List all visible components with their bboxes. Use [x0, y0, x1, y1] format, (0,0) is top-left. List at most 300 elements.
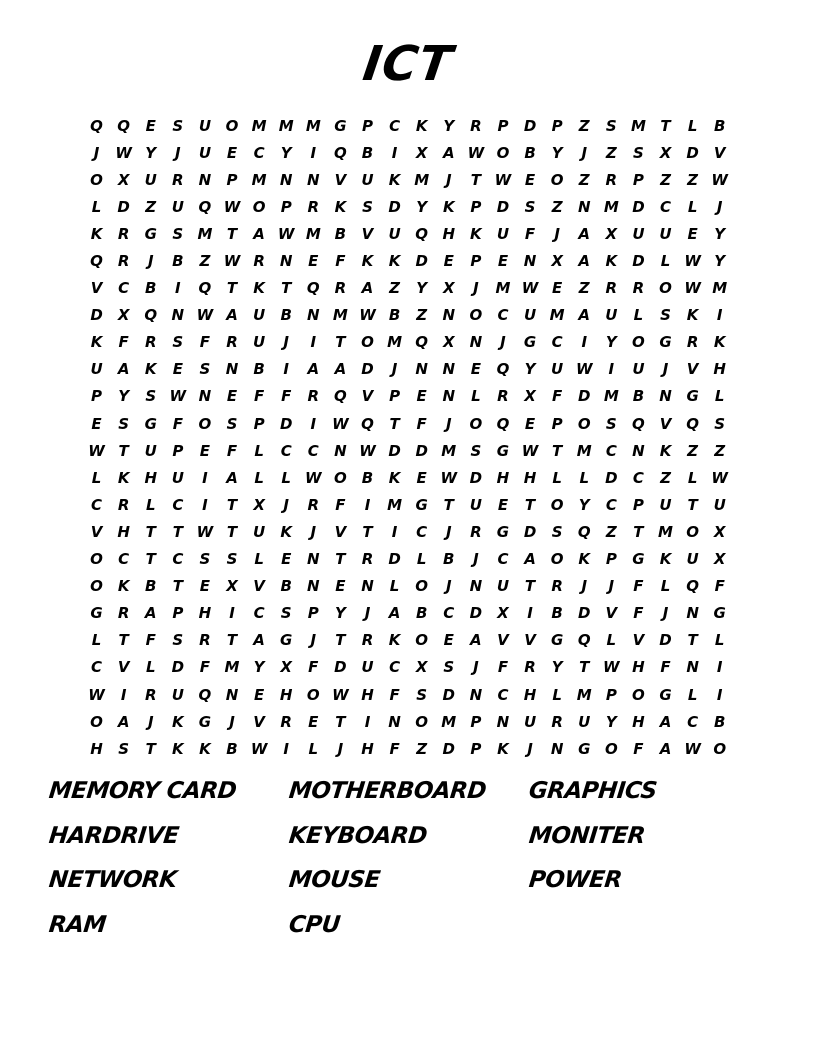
- grid-letter: O: [198, 414, 212, 433]
- grid-letter: K: [578, 550, 591, 569]
- grid-letter: E: [335, 577, 346, 596]
- grid-letter: X: [713, 550, 726, 569]
- grid-letter: L: [91, 631, 102, 650]
- grid-letter: D: [334, 658, 347, 677]
- grid-letter: B: [280, 577, 292, 596]
- grid-letter: K: [172, 712, 184, 731]
- word-search-grid: [83, 112, 733, 762]
- grid-letter: T: [226, 224, 238, 243]
- grid-letter: G: [144, 224, 157, 243]
- grid-letter: Q: [632, 414, 645, 433]
- grid-letter: N: [198, 170, 212, 189]
- grid-letter: Y: [578, 495, 590, 514]
- grid-letter: F: [524, 224, 536, 243]
- grid-letter: M: [576, 441, 592, 460]
- grid-letter: K: [605, 252, 618, 271]
- grid-letter: C: [307, 441, 319, 460]
- grid-letter: I: [716, 685, 723, 704]
- grid-letter: G: [144, 414, 157, 433]
- grid-letter: J: [473, 279, 479, 298]
- grid-letter: N: [334, 441, 347, 460]
- grid-letter: J: [391, 360, 398, 379]
- grid-letter: K: [361, 252, 374, 271]
- grid-letter: R: [307, 387, 320, 406]
- grid-letter: I: [391, 522, 398, 541]
- grid-letter: Q: [198, 685, 212, 704]
- grid-letter: X: [226, 577, 238, 596]
- grid-letter: T: [172, 522, 183, 541]
- grid-letter: F: [253, 387, 265, 406]
- grid-letter: Q: [334, 387, 347, 406]
- grid-letter: N: [279, 252, 293, 271]
- grid-letter: C: [443, 604, 455, 623]
- grid-letter: A: [117, 360, 130, 379]
- grid-letter: A: [659, 739, 672, 758]
- grid-letter: M: [278, 116, 294, 135]
- grid-letter: E: [416, 387, 427, 406]
- grid-letter: O: [415, 631, 429, 650]
- grid-letter: C: [118, 550, 130, 569]
- grid-letter: N: [361, 577, 374, 596]
- grid-letter: U: [361, 658, 374, 677]
- grid-letter: X: [551, 252, 563, 271]
- grid-letter: J: [175, 143, 181, 162]
- grid-letter: D: [632, 197, 645, 216]
- grid-letter: W: [521, 279, 539, 298]
- grid-letter: T: [687, 495, 698, 514]
- grid-letter: C: [497, 550, 509, 569]
- grid-letter: Y: [714, 252, 726, 271]
- grid-letter: X: [524, 387, 536, 406]
- grid-letter: W: [169, 387, 187, 406]
- grid-letter: D: [659, 631, 672, 650]
- grid-letter: C: [91, 495, 103, 514]
- grid-letter: Y: [416, 197, 428, 216]
- grid-letter: Y: [443, 116, 455, 135]
- grid-letter: H: [144, 468, 158, 487]
- grid-letter: S: [470, 441, 482, 460]
- grid-letter: O: [90, 170, 103, 189]
- grid-letter: V: [90, 279, 103, 298]
- grid-letter: D: [442, 739, 455, 758]
- grid-letter: M: [197, 224, 213, 243]
- grid-letter: J: [147, 712, 154, 731]
- grid-letter: Q: [686, 577, 699, 596]
- grid-letter: N: [550, 739, 564, 758]
- grid-letter: P: [551, 116, 563, 135]
- word-list-item: KEYBOARD: [287, 822, 429, 849]
- grid-letter: Q: [334, 143, 347, 162]
- grid-letter: Q: [90, 252, 103, 271]
- grid-letter: H: [90, 739, 103, 758]
- grid-letter: X: [415, 658, 428, 677]
- grid-letter: C: [551, 333, 563, 352]
- grid-letter: F: [416, 414, 427, 433]
- grid-letter: D: [442, 685, 455, 704]
- grid-letter: U: [171, 685, 184, 704]
- grid-letter: O: [550, 170, 564, 189]
- grid-letter: A: [388, 604, 401, 623]
- grid-letter: I: [229, 604, 235, 623]
- grid-letter: G: [496, 522, 510, 541]
- grid-letter: E: [145, 116, 156, 135]
- grid-letter: E: [497, 252, 509, 271]
- grid-letter: U: [90, 360, 103, 379]
- grid-letter: D: [469, 604, 483, 623]
- grid-letter: D: [523, 116, 537, 135]
- grid-letter: B: [280, 306, 292, 325]
- grid-letter: M: [305, 224, 321, 243]
- grid-letter: A: [334, 360, 347, 379]
- grid-letter: M: [576, 685, 592, 704]
- grid-letter: I: [310, 333, 317, 352]
- grid-letter: N: [469, 333, 483, 352]
- grid-letter: S: [172, 631, 184, 650]
- grid-letter: K: [442, 197, 455, 216]
- grid-letter: L: [254, 441, 264, 460]
- grid-letter: J: [716, 197, 723, 216]
- grid-letter: N: [442, 387, 456, 406]
- grid-letter: Q: [198, 279, 212, 298]
- grid-letter: D: [415, 441, 428, 460]
- grid-letter: G: [280, 631, 293, 650]
- grid-letter: T: [226, 631, 238, 650]
- grid-letter: A: [253, 224, 265, 243]
- grid-letter: F: [308, 658, 319, 677]
- grid-letter: M: [387, 495, 403, 514]
- grid-letter: U: [253, 306, 266, 325]
- grid-letter: V: [659, 414, 672, 433]
- grid-letter: Z: [660, 170, 671, 189]
- grid-letter: J: [445, 577, 452, 596]
- grid-letter: G: [578, 739, 591, 758]
- grid-letter: J: [500, 333, 506, 352]
- grid-letter: H: [279, 685, 293, 704]
- grid-letter: G: [90, 604, 103, 623]
- grid-letter: Q: [496, 414, 510, 433]
- grid-letter: U: [496, 224, 510, 243]
- grid-letter: J: [310, 631, 317, 650]
- grid-letter: O: [90, 550, 103, 569]
- grid-letter: N: [388, 712, 401, 731]
- grid-letter: H: [713, 360, 726, 379]
- grid-letter: A: [117, 712, 130, 731]
- grid-letter: L: [687, 116, 698, 135]
- grid-letter: O: [90, 577, 103, 596]
- grid-letter: K: [713, 333, 726, 352]
- grid-letter: M: [251, 116, 267, 135]
- grid-letter: Z: [578, 170, 590, 189]
- grid-letter: N: [469, 577, 483, 596]
- grid-letter: C: [497, 306, 509, 325]
- grid-letter: R: [334, 279, 347, 298]
- grid-letter: M: [630, 116, 646, 135]
- grid-letter: N: [632, 441, 645, 460]
- grid-letter: V: [497, 631, 509, 650]
- grid-letter: Q: [686, 414, 699, 433]
- grid-letter: R: [117, 252, 130, 271]
- grid-letter: S: [416, 685, 428, 704]
- grid-letter: L: [471, 387, 481, 406]
- grid-letter: U: [171, 197, 184, 216]
- grid-letter: R: [686, 333, 699, 352]
- grid-letter: R: [117, 495, 130, 514]
- grid-letter: X: [497, 604, 509, 623]
- grid-letter: T: [660, 116, 671, 135]
- grid-letter: Y: [714, 224, 726, 243]
- grid-letter: C: [632, 468, 644, 487]
- grid-letter: C: [389, 116, 401, 135]
- grid-letter: U: [469, 495, 482, 514]
- grid-letter: T: [226, 522, 238, 541]
- grid-letter: S: [714, 414, 726, 433]
- grid-letter: A: [659, 712, 672, 731]
- grid-letter: V: [90, 522, 103, 541]
- grid-letter: E: [308, 252, 319, 271]
- grid-letter: U: [388, 224, 401, 243]
- grid-letter: L: [633, 306, 644, 325]
- grid-letter: D: [469, 468, 483, 487]
- grid-letter: Q: [117, 116, 131, 135]
- grid-letter: K: [90, 224, 103, 243]
- grid-letter: U: [253, 333, 266, 352]
- grid-letter: A: [226, 468, 238, 487]
- grid-letter: O: [577, 414, 591, 433]
- grid-letter: D: [361, 360, 374, 379]
- grid-letter: N: [198, 387, 212, 406]
- grid-letter: W: [223, 252, 241, 271]
- word-list-item: MOTHERBOARD: [287, 778, 488, 804]
- grid-letter: I: [202, 468, 208, 487]
- grid-letter: O: [252, 197, 266, 216]
- grid-letter: S: [199, 550, 211, 569]
- grid-letter: B: [415, 604, 428, 623]
- grid-letter: G: [550, 631, 564, 650]
- grid-letter: O: [225, 116, 239, 135]
- grid-letter: C: [172, 495, 184, 514]
- grid-letter: L: [552, 468, 562, 487]
- grid-letter: B: [713, 712, 726, 731]
- grid-letter: B: [334, 224, 347, 243]
- grid-letter: G: [686, 387, 699, 406]
- grid-letter: T: [335, 631, 346, 650]
- grid-letter: Q: [144, 306, 158, 325]
- grid-letter: W: [711, 170, 728, 189]
- grid-letter: J: [527, 739, 533, 758]
- grid-letter: W: [711, 468, 728, 487]
- grid-letter: L: [714, 387, 725, 406]
- grid-letter: R: [524, 658, 536, 677]
- grid-letter: F: [145, 631, 156, 650]
- grid-letter: E: [199, 441, 211, 460]
- grid-letter: J: [445, 170, 452, 189]
- grid-letter: E: [91, 414, 102, 433]
- grid-letter: T: [226, 495, 238, 514]
- grid-letter: A: [307, 360, 320, 379]
- grid-letter: U: [686, 550, 699, 569]
- grid-letter: M: [387, 333, 403, 352]
- grid-letter: T: [552, 441, 563, 460]
- grid-letter: D: [632, 252, 645, 271]
- grid-letter: I: [120, 685, 127, 704]
- grid-letter: G: [523, 333, 537, 352]
- grid-letter: S: [605, 414, 617, 433]
- grid-letter: F: [660, 658, 671, 677]
- grid-letter: E: [416, 468, 427, 487]
- grid-letter: K: [117, 468, 130, 487]
- grid-letter: A: [144, 604, 157, 623]
- grid-letter: N: [415, 360, 428, 379]
- grid-letter: C: [660, 197, 672, 216]
- grid-letter: E: [226, 387, 238, 406]
- word-list-item: GRAPHICS: [527, 778, 659, 804]
- grid-letter: A: [578, 224, 591, 243]
- grid-letter: W: [684, 252, 701, 271]
- grid-letter: O: [334, 468, 347, 487]
- grid-letter: A: [578, 306, 591, 325]
- grid-letter: F: [633, 577, 644, 596]
- grid-letter: T: [335, 550, 346, 569]
- grid-letter: W: [494, 170, 512, 189]
- grid-letter: P: [470, 712, 482, 731]
- grid-letter: Q: [361, 414, 374, 433]
- grid-letter: Y: [551, 143, 563, 162]
- grid-letter: E: [552, 279, 563, 298]
- grid-letter: K: [388, 252, 401, 271]
- grid-letter: J: [662, 360, 669, 379]
- grid-letter: E: [281, 550, 292, 569]
- grid-letter: U: [659, 224, 672, 243]
- grid-letter: A: [470, 631, 482, 650]
- grid-letter: E: [443, 252, 454, 271]
- grid-letter: R: [144, 685, 157, 704]
- grid-letter: P: [307, 604, 319, 623]
- grid-letter: Q: [415, 333, 429, 352]
- word-list-item: CPU: [287, 911, 342, 938]
- grid-letter: D: [171, 658, 185, 677]
- grid-letter: N: [307, 170, 320, 189]
- worksheet-title: ICT: [359, 36, 457, 92]
- grid-letter: U: [523, 306, 537, 325]
- grid-letter: A: [253, 631, 265, 650]
- grid-letter: R: [605, 279, 618, 298]
- grid-letter: R: [172, 170, 184, 189]
- grid-letter: I: [581, 333, 588, 352]
- grid-letter: I: [364, 495, 371, 514]
- word-list: [48, 778, 768, 956]
- word-list-item: MONITER: [527, 822, 647, 849]
- grid-letter: I: [283, 739, 289, 758]
- grid-letter: L: [254, 550, 264, 569]
- grid-letter: V: [253, 577, 265, 596]
- grid-letter: K: [172, 739, 184, 758]
- grid-letter: Z: [416, 739, 428, 758]
- grid-letter: X: [442, 279, 455, 298]
- grid-letter: N: [279, 170, 293, 189]
- grid-letter: L: [687, 468, 698, 487]
- grid-letter: C: [253, 604, 265, 623]
- grid-letter: T: [362, 522, 373, 541]
- grid-letter: S: [524, 197, 536, 216]
- grid-letter: A: [361, 279, 374, 298]
- grid-letter: S: [145, 387, 157, 406]
- grid-letter: K: [388, 468, 401, 487]
- grid-letter: T: [145, 739, 156, 758]
- grid-letter: L: [606, 631, 617, 650]
- grid-letter: R: [361, 550, 374, 569]
- grid-letter: F: [118, 333, 129, 352]
- grid-letter: T: [443, 495, 454, 514]
- grid-letter: U: [198, 116, 212, 135]
- grid-letter: D: [388, 197, 401, 216]
- grid-letter: R: [551, 577, 563, 596]
- grid-letter: K: [659, 550, 672, 569]
- grid-letter: I: [364, 712, 371, 731]
- grid-letter: E: [172, 360, 183, 379]
- grid-letter: P: [497, 116, 509, 135]
- grid-letter: O: [469, 414, 483, 433]
- grid-letter: U: [144, 170, 157, 189]
- grid-letter: J: [445, 522, 452, 541]
- grid-letter: N: [496, 712, 510, 731]
- grid-letter: I: [310, 414, 317, 433]
- grid-letter: M: [549, 306, 565, 325]
- grid-letter: S: [443, 658, 455, 677]
- grid-letter: W: [250, 739, 268, 758]
- grid-letter: W: [223, 197, 241, 216]
- grid-letter: D: [523, 522, 537, 541]
- grid-letter: S: [362, 197, 373, 216]
- grid-letter: T: [524, 495, 536, 514]
- grid-letter: Z: [578, 279, 590, 298]
- grid-letter: Z: [389, 279, 401, 298]
- grid-letter: D: [415, 252, 428, 271]
- grid-letter: L: [660, 252, 671, 271]
- grid-letter: X: [605, 224, 618, 243]
- grid-letter: R: [632, 279, 645, 298]
- grid-letter: V: [117, 658, 130, 677]
- word-list-item: RAM: [47, 911, 108, 938]
- grid-letter: O: [496, 143, 510, 162]
- grid-letter: B: [361, 468, 374, 487]
- grid-letter: Z: [551, 197, 563, 216]
- grid-letter: L: [91, 468, 102, 487]
- grid-letter: C: [172, 550, 184, 569]
- grid-letter: P: [632, 170, 644, 189]
- grid-letter: X: [713, 522, 726, 541]
- grid-letter: L: [254, 468, 264, 487]
- grid-letter: W: [684, 279, 701, 298]
- grid-letter: D: [117, 197, 130, 216]
- grid-letter: K: [117, 577, 130, 596]
- grid-letter: U: [632, 360, 645, 379]
- grid-letter: O: [632, 685, 645, 704]
- grid-letter: H: [523, 468, 537, 487]
- grid-letter: F: [199, 333, 211, 352]
- grid-letter: C: [497, 685, 509, 704]
- grid-letter: U: [713, 495, 726, 514]
- grid-letter: H: [632, 712, 645, 731]
- grid-letter: H: [496, 468, 510, 487]
- grid-letter: P: [605, 550, 617, 569]
- grid-letter: H: [442, 224, 456, 243]
- grid-letter: L: [145, 658, 156, 677]
- grid-letter: J: [310, 522, 317, 541]
- grid-letter: P: [632, 495, 644, 514]
- word-list-item: POWER: [527, 867, 624, 893]
- grid-letter: U: [171, 468, 184, 487]
- grid-letter: J: [608, 577, 615, 596]
